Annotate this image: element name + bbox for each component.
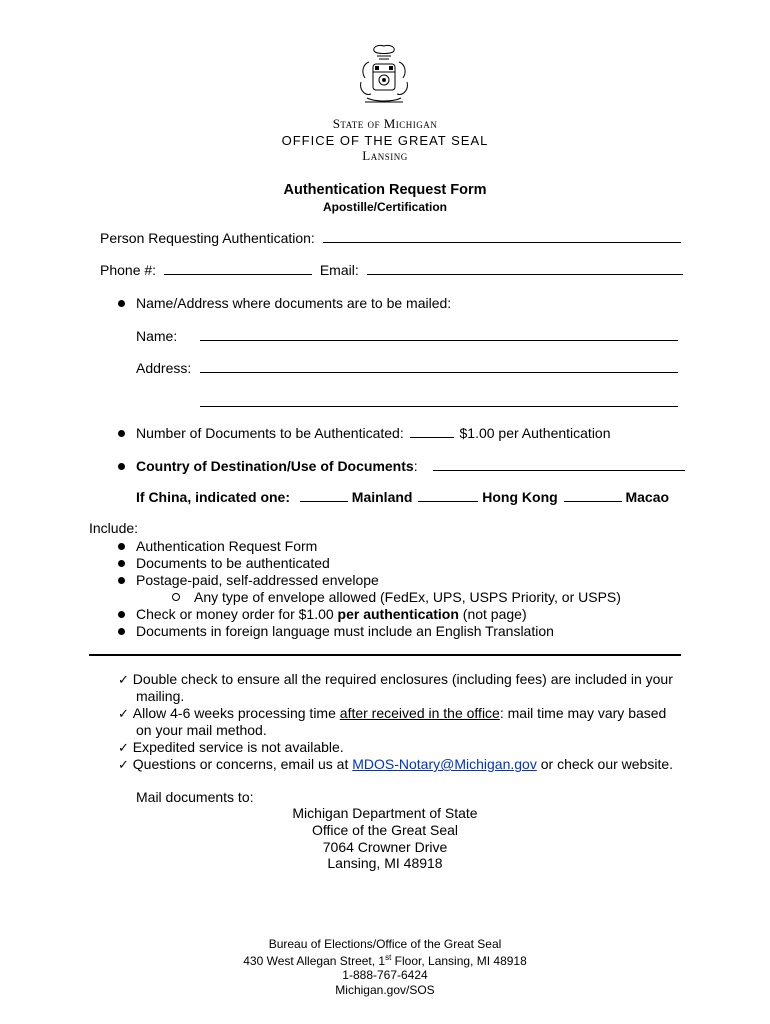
city-heading: [0, 148, 770, 164]
footer-address-sup: st: [385, 953, 392, 962]
bullet-icon: [118, 577, 125, 584]
person-label: Person Requesting Authentication:: [100, 230, 315, 246]
footer-address-post: Floor, Lansing, MI 48918: [391, 954, 527, 968]
mailed-label: Name/Address where documents are to be mailed:: [136, 295, 452, 311]
bullet-icon: [118, 611, 125, 618]
address-label: Address:: [136, 360, 192, 376]
state-heading: State of Michigan: [332, 116, 438, 131]
bullet-icon: [118, 628, 125, 635]
check-item-bold: per authentication: [337, 606, 459, 622]
include-sub-item-text: Any type of envelope allowed (FedEx, UPS, USPS Priority, or USPS): [194, 589, 621, 605]
note3: Expedited service is not available.: [132, 739, 344, 755]
note-item-cont: mailing.: [136, 688, 185, 704]
name-field[interactable]: [200, 328, 678, 341]
country-colon: :: [413, 458, 418, 474]
checkmark-icon: ✓: [118, 741, 129, 756]
phone-email-row: [100, 262, 683, 278]
include-heading: Include:: [89, 520, 139, 536]
bullet-icon: [118, 543, 125, 550]
address-field-1[interactable]: [200, 360, 678, 373]
bullet-icon: [118, 430, 125, 437]
country-label: Country of Destination/Use of Documents: [136, 458, 414, 474]
include-item-text: Authentication Request Form: [136, 538, 318, 554]
person-field[interactable]: [323, 230, 681, 243]
office-heading: OFFICE OF THE GREAT SEAL: [281, 133, 489, 148]
include-sub-item: [172, 589, 621, 605]
num-docs-fee: $1.00 per Authentication: [459, 425, 611, 441]
check-item-pre: Check or money order for $1.00: [136, 606, 338, 622]
form-subtitle: Apostille/Certification: [322, 200, 447, 214]
note-item: [118, 756, 673, 773]
include-item-text: Documents to be authenticated: [136, 555, 330, 571]
email-link[interactable]: MDOS-Notary@Michigan.gov: [352, 756, 537, 772]
num-docs-row: [118, 425, 611, 441]
bullet-icon: [118, 463, 125, 470]
name-label: Name:: [136, 328, 178, 344]
email-label: Email:: [319, 262, 359, 278]
bullet-icon: [118, 300, 125, 307]
footer-line: Bureau of Elections/Office of the Great Seal: [268, 937, 502, 951]
include-item: [118, 555, 330, 571]
num-docs-label: Number of Documents to be Authenticated:: [136, 425, 404, 441]
great-seal-logo: [355, 42, 413, 106]
country-field[interactable]: [433, 458, 685, 471]
china-hongkong-field[interactable]: [418, 489, 478, 502]
footer-website: Michigan.gov/SOS: [335, 983, 435, 997]
mail-line: Michigan Department of State: [292, 805, 478, 821]
divider: [89, 654, 681, 656]
name-row: [136, 328, 177, 344]
include-item: [118, 623, 554, 639]
footer-phone: 1-888-767-6424: [342, 968, 428, 982]
address-row: [136, 360, 191, 376]
note4-pre: Questions or concerns, email us at: [132, 756, 353, 772]
include-item-text: Documents in foreign language must include an English Translation: [136, 623, 554, 639]
checkmark-icon: ✓: [118, 758, 129, 773]
china-option-macao: Macao: [625, 489, 670, 505]
china-label: If China, indicated one:: [136, 489, 291, 505]
footer-address: [0, 953, 770, 968]
person-row: [100, 230, 681, 246]
country-row: [118, 458, 685, 474]
email-field[interactable]: [367, 262, 683, 275]
china-mainland-field[interactable]: [300, 489, 348, 502]
note2-pre: Allow 4-6 weeks processing time: [132, 705, 340, 721]
address-field-wrap-2: [200, 394, 678, 410]
china-option-mainland: Mainland: [351, 489, 413, 505]
include-item: [118, 572, 379, 588]
address-field-wrap: [200, 360, 678, 376]
footer-address-pre: 430 West Allegan Street, 1: [243, 954, 386, 968]
note-item-cont: on your mail method.: [136, 722, 267, 738]
include-item: [118, 538, 317, 554]
check-item-post: (not page): [458, 606, 527, 622]
include-item-text: Postage-paid, self-addressed envelope: [136, 572, 379, 588]
checkmark-icon: ✓: [118, 707, 129, 722]
china-row: [136, 489, 669, 505]
mail-heading: Mail documents to:: [136, 789, 254, 805]
mailed-row: [118, 295, 451, 311]
num-docs-field[interactable]: [410, 425, 454, 438]
state-of-michigan: [0, 116, 770, 132]
mail-line: Lansing, MI 48918: [327, 855, 443, 871]
mail-line: 7064 Crowner Drive: [322, 839, 448, 855]
mail-line: Office of the Great Seal: [311, 822, 459, 838]
china-option-hongkong: Hong Kong: [482, 489, 558, 505]
note4-post: or check our website.: [536, 756, 674, 772]
circle-bullet-icon: [172, 593, 180, 601]
note-item: [118, 739, 344, 756]
address-field-2[interactable]: [200, 394, 678, 407]
phone-label: Phone #:: [100, 262, 157, 278]
note-item: [118, 705, 666, 722]
include-item: [118, 606, 527, 622]
china-macao-field[interactable]: [564, 489, 622, 502]
note2-underline: after received in the office: [339, 705, 500, 721]
note2-post: : mail time may vary based: [499, 705, 667, 721]
note-item: [118, 671, 673, 688]
name-field-wrap: [200, 328, 678, 344]
phone-field[interactable]: [164, 262, 312, 275]
bullet-icon: [118, 560, 125, 567]
city-text: Lansing: [362, 148, 408, 163]
checkmark-icon: ✓: [118, 673, 129, 688]
note1-line1: Double check to ensure all the required enclosures (including fees) are included in your: [132, 671, 673, 687]
form-title: Authentication Request Form: [283, 182, 487, 198]
